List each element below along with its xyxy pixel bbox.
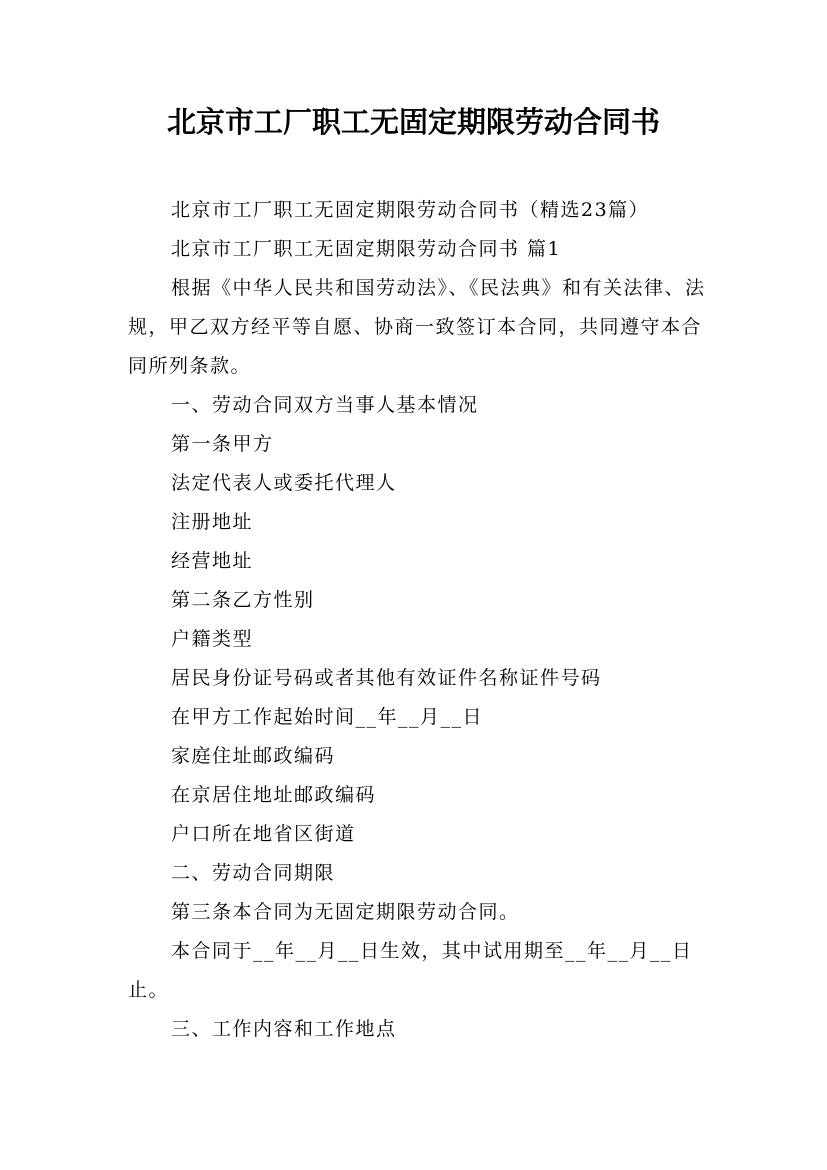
field-id-number: 居民身份证号码或者其他有效证件名称证件号码 xyxy=(171,667,602,689)
section-heading-term: 二、劳动合同期限 xyxy=(171,862,336,884)
field-home-address: 家庭住址邮政编码 xyxy=(171,745,336,767)
field-hukou-location: 户口所在地省区街道 xyxy=(171,823,356,845)
paragraph-article-heading: 北京市工厂职工无固定期限劳动合同书 篇1 xyxy=(171,238,562,260)
document-title: 北京市工厂职工无固定期限劳动合同书 xyxy=(166,105,660,139)
field-beijing-address: 在京居住地址邮政编码 xyxy=(171,784,377,806)
paragraph-collection-title: 北京市工厂职工无固定期限劳动合同书（精选23篇） xyxy=(171,199,650,221)
document-body xyxy=(128,191,706,1049)
field-registered-address: 注册地址 xyxy=(171,511,254,533)
clause-effective-date: 本合同于__年__月__日生效，其中试用期至__年__月__日止。 xyxy=(128,940,693,1001)
clause-party-b: 第二条乙方性别 xyxy=(171,589,315,611)
section-heading-parties: 一、劳动合同双方当事人基本情况 xyxy=(171,394,479,416)
clause-contract-type: 第三条本合同为无固定期限劳动合同。 xyxy=(171,901,520,923)
field-start-date: 在甲方工作起始时间__年__月__日 xyxy=(171,706,484,728)
field-legal-representative: 法定代表人或委托代理人 xyxy=(171,472,397,494)
clause-party-a: 第一条甲方 xyxy=(171,433,274,455)
field-household-type: 户籍类型 xyxy=(171,628,254,650)
paragraph-preamble: 根据《中华人民共和国劳动法》、《民法典》和有关法律、法规，甲乙双方经平等自愿、协商一致签订本合同，共同遵守本合同所列条款。 xyxy=(128,277,706,377)
field-business-address: 经营地址 xyxy=(171,550,254,572)
section-heading-work: 三、工作内容和工作地点 xyxy=(171,1018,397,1040)
